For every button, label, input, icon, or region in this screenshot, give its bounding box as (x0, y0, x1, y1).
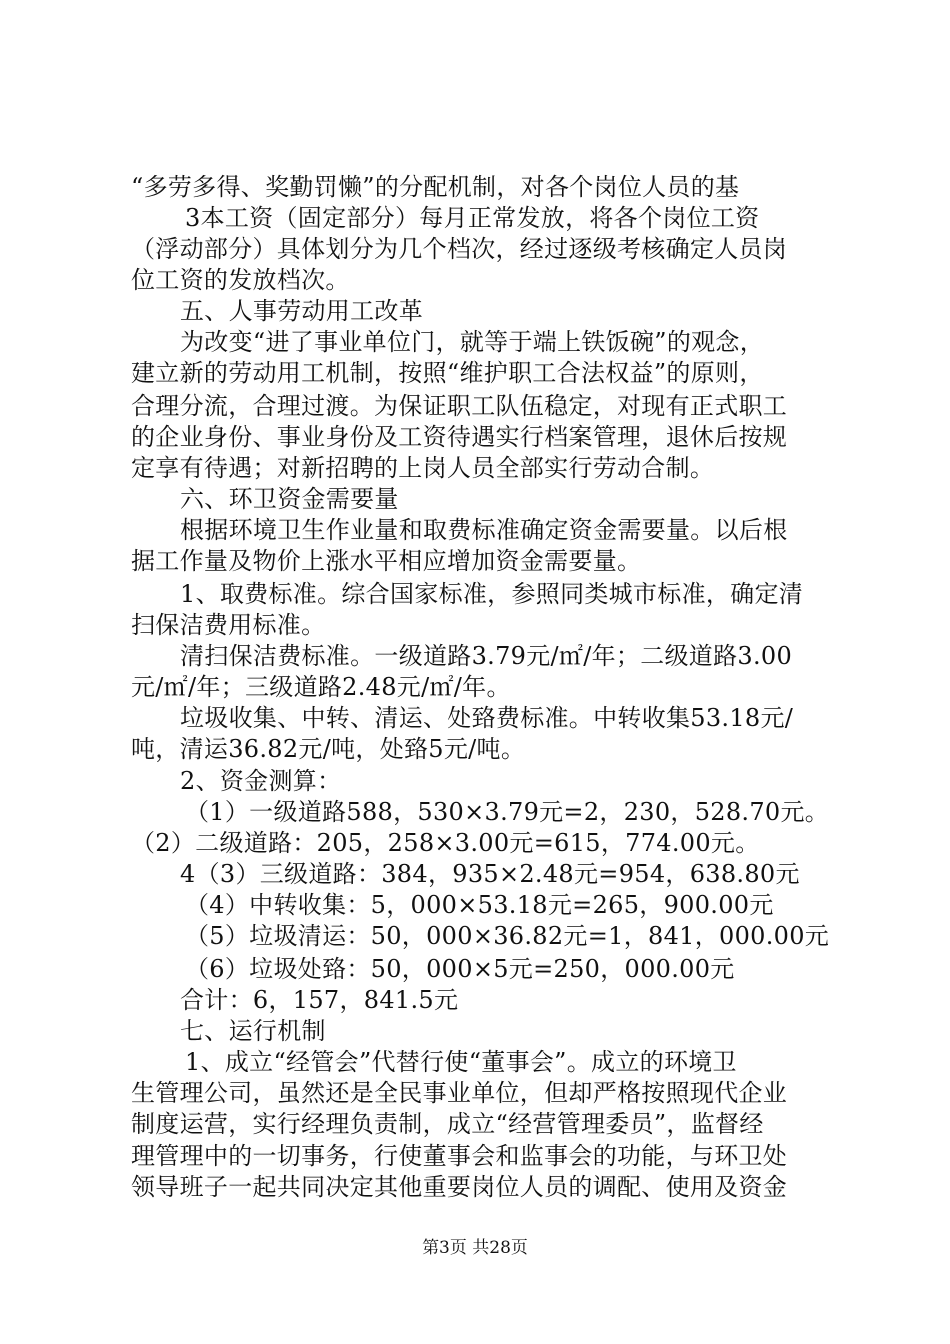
text-line: 理管理中的一切事务，行使董事会和监事会的功能，与环卫处 (131, 1142, 788, 1170)
text-line: 垃圾收集、中转、清运、处臵费标准。中转收集53.18元/ (180, 704, 794, 732)
calc-line: （5）垃圾清运：50，000×36.82元=1，841，000.00元 (185, 922, 830, 950)
text-line: 据工作量及物价上涨水平相应增加资金需要量。 (131, 547, 642, 575)
section-heading: 五、人事劳动用工改革 (180, 297, 423, 325)
text-line: 3本工资（固定部分）每月正常发放，将各个岗位工资 (185, 204, 760, 232)
text-line: 清扫保洁费标准。一级道路3.79元/㎡/年；二级道路3.00 (180, 642, 793, 670)
text-line: 元/㎡/年；三级道路2.48元/㎡/年。 (131, 673, 511, 701)
text-line: 扫保洁费用标准。 (131, 611, 326, 639)
text-line: 吨，清运36.82元/吨，处臵5元/吨。 (131, 735, 526, 763)
calc-line: （1）一级道路588，530×3.79元=2，230，528.70元。 (185, 798, 830, 826)
text-line: 1、取费标准。综合国家标准，参照同类城市标准，确定清 (180, 580, 804, 608)
text-line: 1、成立“经管会”代替行使“董事会”。成立的环境卫 (185, 1048, 737, 1076)
text-line: （浮动部分）具体划分为几个档次，经过逐级考核确定人员岗 (131, 235, 788, 263)
total-line: 合计：6，157，841.5元 (180, 986, 459, 1014)
text-line: 定享有待遇；对新招聘的上岗人员全部实行劳动合制。 (131, 454, 715, 482)
text-line: 根据环境卫生作业量和取费标准确定资金需要量。以后根 (180, 516, 788, 544)
page-number-label: 第3页 共28页 (422, 1238, 528, 1258)
calc-line: （4）中转收集：5，000×53.18元=265，900.00元 (185, 891, 774, 919)
text-line: 领导班子一起共同决定其他重要岗位人员的调配、使用及资金 (131, 1173, 788, 1201)
calc-line: （6）垃圾处臵：50，000×5元=250，000.00元 (185, 955, 735, 983)
calc-line: 4（3）三级道路：384，935×2.48元=954，638.80元 (180, 860, 800, 888)
section-heading: 六、环卫资金需要量 (180, 485, 399, 513)
text-line: 2、资金测算： (180, 767, 342, 795)
section-heading: 七、运行机制 (180, 1017, 326, 1045)
calc-line: （2）二级道路：205，258×3.00元=615，774.00元。 (131, 829, 760, 857)
text-line: 制度运营，实行经理负责制，成立“经营管理委员”，监督经 (131, 1110, 764, 1138)
text-line: 生管理公司，虽然还是全民事业单位，但却严格按照现代企业 (131, 1079, 788, 1107)
text-line: 的企业身份、事业身份及工资待遇实行档案管理，退休后按规 (131, 423, 788, 451)
text-line: “多劳多得、奖勤罚懒”的分配机制，对各个岗位人员的基 (131, 173, 740, 201)
text-line: 为改变“进了事业单位门，就等于端上铁饭碗”的观念， (180, 328, 765, 356)
text-line: 建立新的劳动用工机制，按照“维护职工合法权益”的原则， (131, 359, 764, 387)
page-footer (0, 1237, 950, 1259)
text-line: 位工资的发放档次。 (131, 266, 350, 294)
text-line: 合理分流，合理过渡。为保证职工队伍稳定，对现有正式职工 (131, 392, 788, 420)
